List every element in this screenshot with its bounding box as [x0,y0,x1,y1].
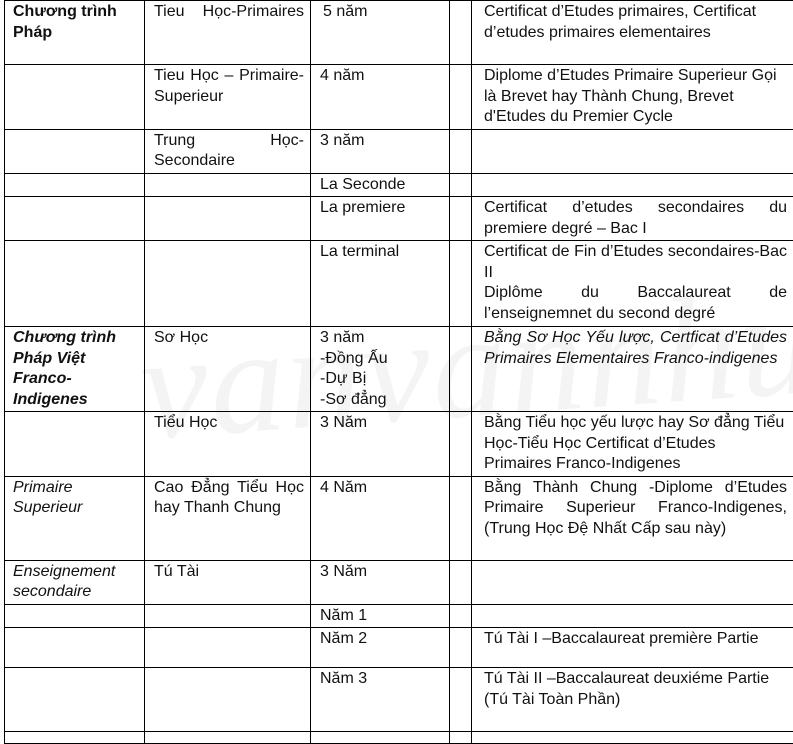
table-row [5,628,793,668]
spacer-cell [450,241,472,327]
duration-line: La Seconde [320,175,443,196]
duration-cell [311,628,450,668]
table-row [5,65,793,130]
diploma-line: Bằng Thành Chung -Diplome d’Etudes Primaire Superieur Franco-Indigenes,(Trung Học Đệ Nhất Cấp sau này) [484,478,787,540]
program-cell [5,604,145,628]
diploma-cell [472,241,793,327]
table-row [5,560,793,604]
table-row [5,173,793,197]
duration-cell [311,732,450,744]
diploma-cell [472,476,793,560]
level-cell: Trung Học-Secondaire [145,129,311,173]
diploma-line: Diplôme du Baccalaureat de l’enseignemnet du second degré [484,283,787,324]
diploma-line: Bằng Tiểu học yếu lược hay Sơ đẳng Tiểu Học-Tiểu Học Certificat d’Etudes Primaires Franco-Indigenes [484,413,787,475]
diploma-cell [472,65,793,130]
spacer-cell [450,1,472,65]
duration-cell [311,412,450,477]
duration-line: 3 Năm [320,562,443,583]
diploma-line: Bằng Sơ Học Yếu lược, Certficat d’Etudes Primaires Elementaires Franco-indigenes [484,328,787,369]
level-cell [145,732,311,744]
table-row [5,129,793,173]
program-cell [5,65,145,130]
table-row [5,1,793,65]
diploma-line: Tú Tài I –Baccalaureat première Partie [484,629,787,650]
duration-line: Năm 2 [320,629,443,650]
duration-cell [311,241,450,327]
diploma-line: Tú Tài II –Baccalaureat deuxiéme Partie [484,669,787,690]
duration-line: -Dự Bị [320,369,443,390]
duration-line: 4 năm [320,66,443,87]
spacer-cell [450,732,472,744]
table-row [5,412,793,477]
duration-cell [311,1,450,65]
program-cell [5,173,145,197]
spacer-cell [450,560,472,604]
level-cell: Sơ Học [145,327,311,412]
duration-cell [311,65,450,130]
table-row [5,604,793,628]
level-cell [145,197,311,241]
program-cell [5,412,145,477]
program-cell: Enseignement secondaire [5,560,145,604]
diploma-cell [472,1,793,65]
spacer-cell [450,628,472,668]
spacer-cell [450,604,472,628]
diploma-line: Certificat d’etudes secondaires du premiere degré – Bac I [484,198,787,239]
program-cell: Chương trình Pháp Việt Franco-Indigenes [5,327,145,412]
program-cell: Primaire Superieur [5,476,145,560]
diploma-cell [472,604,793,628]
level-cell: Tieu Học – Primaire-Superieur [145,65,311,130]
duration-line: 3 năm [320,328,443,349]
table-row [5,668,793,732]
duration-line: -Sơ đẳng [320,390,443,411]
level-cell: Tieu Học-Primaires [145,1,311,65]
duration-cell [311,129,450,173]
level-cell [145,628,311,668]
duration-line: La terminal [320,242,443,263]
program-cell [5,732,145,744]
level-cell [145,604,311,628]
level-cell: Tiểu Học [145,412,311,477]
spacer-cell [450,476,472,560]
table-row [5,197,793,241]
spacer-cell [450,412,472,477]
diploma-cell [472,412,793,477]
duration-cell [311,668,450,732]
table-row [5,476,793,560]
program-cell [5,129,145,173]
duration-line: -Đồng Ấu [320,349,443,370]
level-cell: Cao Đẳng Tiểu Học hay Thanh Chung [145,476,311,560]
duration-line: Năm 1 [320,606,443,627]
duration-line: Năm 3 [320,669,443,690]
table-row [5,327,793,412]
duration-cell [311,604,450,628]
diploma-cell [472,732,793,744]
duration-cell [311,197,450,241]
diploma-cell [472,560,793,604]
diploma-line: (Tú Tài Toàn Phần) [484,690,787,711]
diploma-cell [472,197,793,241]
duration-cell [311,327,450,412]
level-cell [145,241,311,327]
spacer-cell [450,668,472,732]
duration-line: La premiere [320,198,443,219]
spacer-cell [450,327,472,412]
duration-line: 3 Năm [320,413,443,434]
program-cell [5,241,145,327]
diploma-cell [472,327,793,412]
education-table [4,0,793,744]
diploma-cell [472,129,793,173]
diploma-cell [472,668,793,732]
duration-line: 4 Năm [320,478,443,499]
diploma-line: Certificat de Fin d’Etudes secondaires-Bac II [484,242,787,283]
table-row [5,732,793,744]
table-row [5,241,793,327]
level-cell [145,173,311,197]
program-cell: Chương trình Pháp [5,1,145,65]
spacer-cell [450,173,472,197]
program-cell [5,628,145,668]
duration-cell [311,173,450,197]
diploma-line: Diplome d’Etudes Primaire Superieur Gọi là Brevet hay Thành Chung, Brevet d'Etudes du Premier Cycle [484,66,787,128]
duration-cell [311,560,450,604]
spacer-cell [450,197,472,241]
diploma-cell [472,628,793,668]
program-cell [5,197,145,241]
spacer-cell [450,65,472,130]
spacer-cell [450,129,472,173]
level-cell: Tú Tài [145,560,311,604]
duration-cell [311,476,450,560]
diploma-line: Certificat d’Etudes primaires, Certificat d’etudes primaires elementaires [484,2,787,43]
duration-line: 5 năm [323,2,443,23]
diploma-cell [472,173,793,197]
level-cell [145,668,311,732]
program-cell [5,668,145,732]
duration-line: 3 năm [320,131,443,152]
